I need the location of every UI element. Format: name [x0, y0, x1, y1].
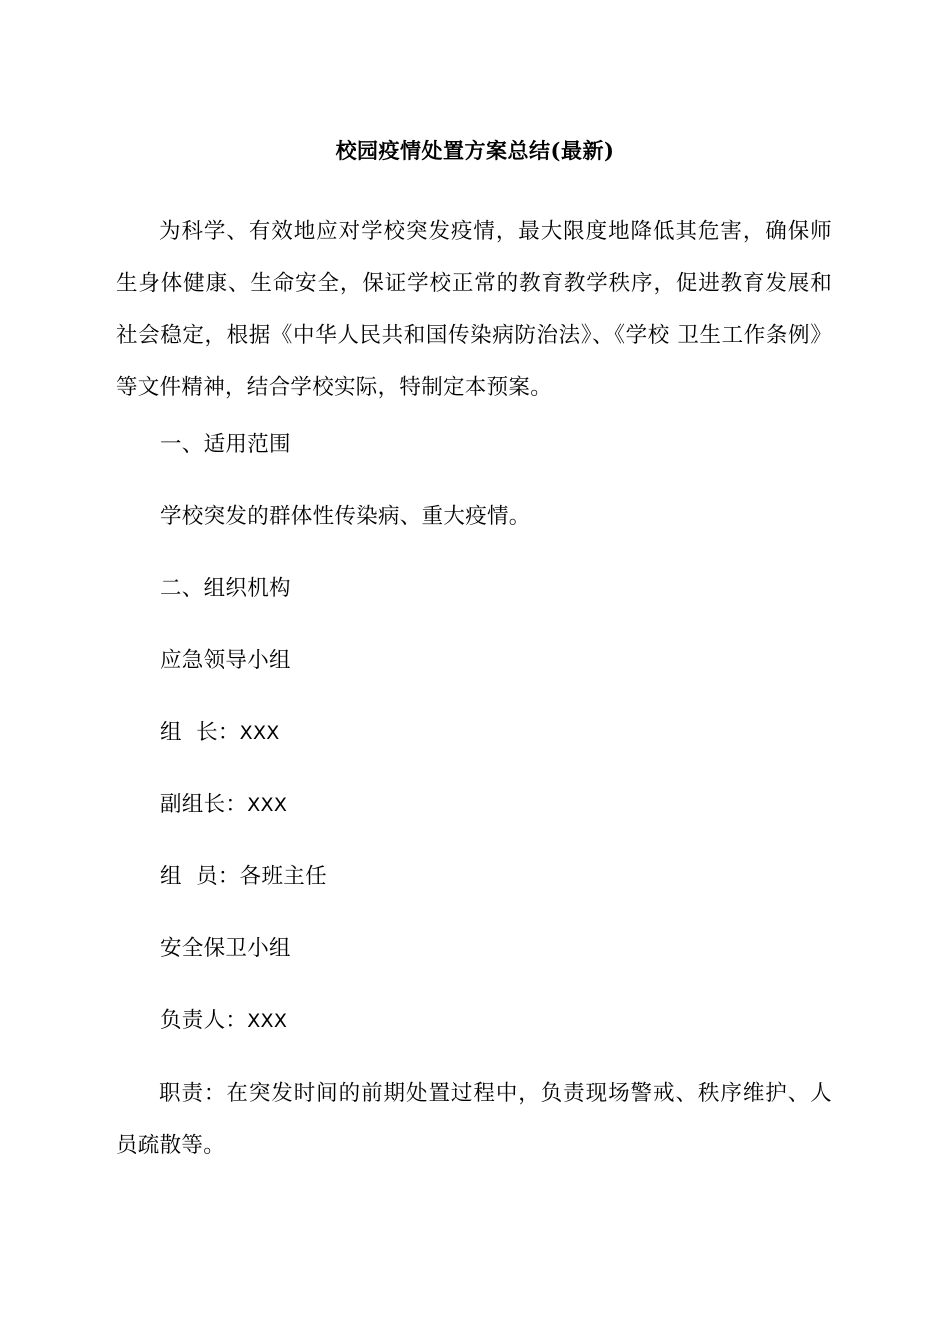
intro-paragraph: 为科学、有效地应对学校突发疫情，最大限度地降低其危害，确保师生身体健康、生命安全，保证学校正常的教育教学秩序，促进教育发展和社会稳定，根据《中华人民共和国传染病防治法》、《学校 卫生工作条例》等文件精神，结合学校实际，特制定本预案。	[116, 219, 832, 400]
responsible-label: 负责人：	[160, 1008, 248, 1033]
deputy-line	[160, 790, 287, 820]
responsible-value: XXX	[247, 1010, 288, 1032]
group-2-name: 安全保卫小组	[160, 936, 291, 961]
section-2-heading: 二、组织机构	[160, 576, 291, 601]
leader-value: XXX	[239, 722, 280, 744]
section-1-heading: 一、适用范围	[160, 432, 291, 457]
duty-paragraph: 职责：在突发时间的前期处置过程中，负责现场警戒、秩序维护、人员疏散等。	[116, 1081, 832, 1158]
section-1-body: 学校突发的群体性传染病、重大疫情。	[160, 504, 531, 529]
members-line	[160, 862, 327, 892]
deputy-value: XXX	[247, 794, 288, 816]
leader-line	[160, 718, 280, 748]
members-label: 组 员：	[160, 864, 240, 889]
group-1-name: 应急领导小组	[160, 648, 291, 673]
responsible-line	[160, 1006, 287, 1036]
document-title: 校园疫情处置方案总结(最新)	[335, 138, 615, 163]
members-value: 各班主任	[239, 864, 327, 889]
leader-label: 组 长：	[160, 720, 240, 745]
deputy-label: 副组长：	[160, 792, 248, 817]
